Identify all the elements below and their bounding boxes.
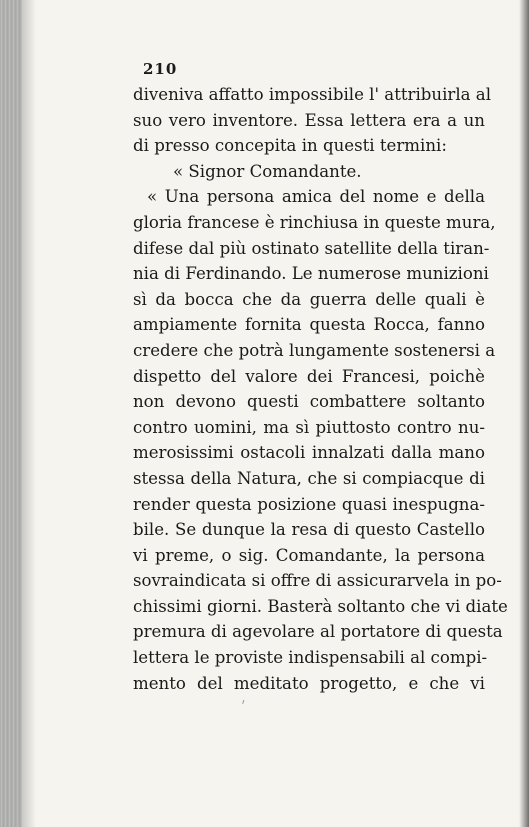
text-line: mento del meditato progetto, e che vi (133, 673, 485, 693)
text-line: dispetto del valore dei Francesi, poichè (133, 366, 485, 386)
text-line: contro uomini, ma sì piuttosto contro nu- (133, 417, 485, 437)
text-line: lettera le proviste indispensabili al compi- (133, 648, 488, 668)
paper-blemish: ꞌ (237, 697, 247, 715)
text-line: di presso concepita in questi termini: (133, 136, 447, 156)
text-line: suo vero inventore. Essa lettera era a un (133, 110, 485, 130)
text-line: credere che potrà lungamente sostenersi a (133, 340, 496, 360)
text-line: premura di agevolare al portatore di questa (133, 622, 503, 642)
page-edge-shadow (519, 0, 529, 827)
text-line: difese dal più ostinato satellite della tiran- (133, 238, 490, 258)
text-line: diveniva affatto impossibile l' attribuirla al (133, 85, 491, 104)
text-line: sì da bocca che da guerra delle quali è (133, 289, 485, 309)
text-line: non devono questi combattere soltanto (133, 392, 485, 412)
page-number: 210 (143, 60, 178, 78)
text-line: stessa della Natura, che si compiacque di (133, 468, 485, 488)
text-line: render questa posizione quasi inespugna- (133, 494, 485, 514)
text-line: bile. Se dunque la resa di questo Castello (133, 520, 485, 540)
binding-shadow (22, 0, 36, 827)
book-binding (0, 0, 22, 827)
text-line: nia di Ferdinando. Le numerose munizioni (133, 264, 489, 284)
text-line: sovraindicata si offre di assicurarvela in po- (133, 571, 502, 591)
text-line: vi preme, o sig. Comandante, la persona (133, 545, 485, 565)
text-line: merosissimi ostacoli innalzati dalla mano (133, 443, 485, 463)
text-line: gloria francese è rinchiusa in queste mura, (133, 212, 496, 232)
text-line: « Una persona amica del nome e della (147, 187, 485, 207)
text-line: ampiamente fornita questa Rocca, fanno (133, 315, 485, 335)
text-line: chissimi giorni. Basterà soltanto che vi diate (133, 596, 508, 616)
text-line: « Signor Comandante. (173, 161, 362, 181)
body-text (133, 82, 508, 696)
